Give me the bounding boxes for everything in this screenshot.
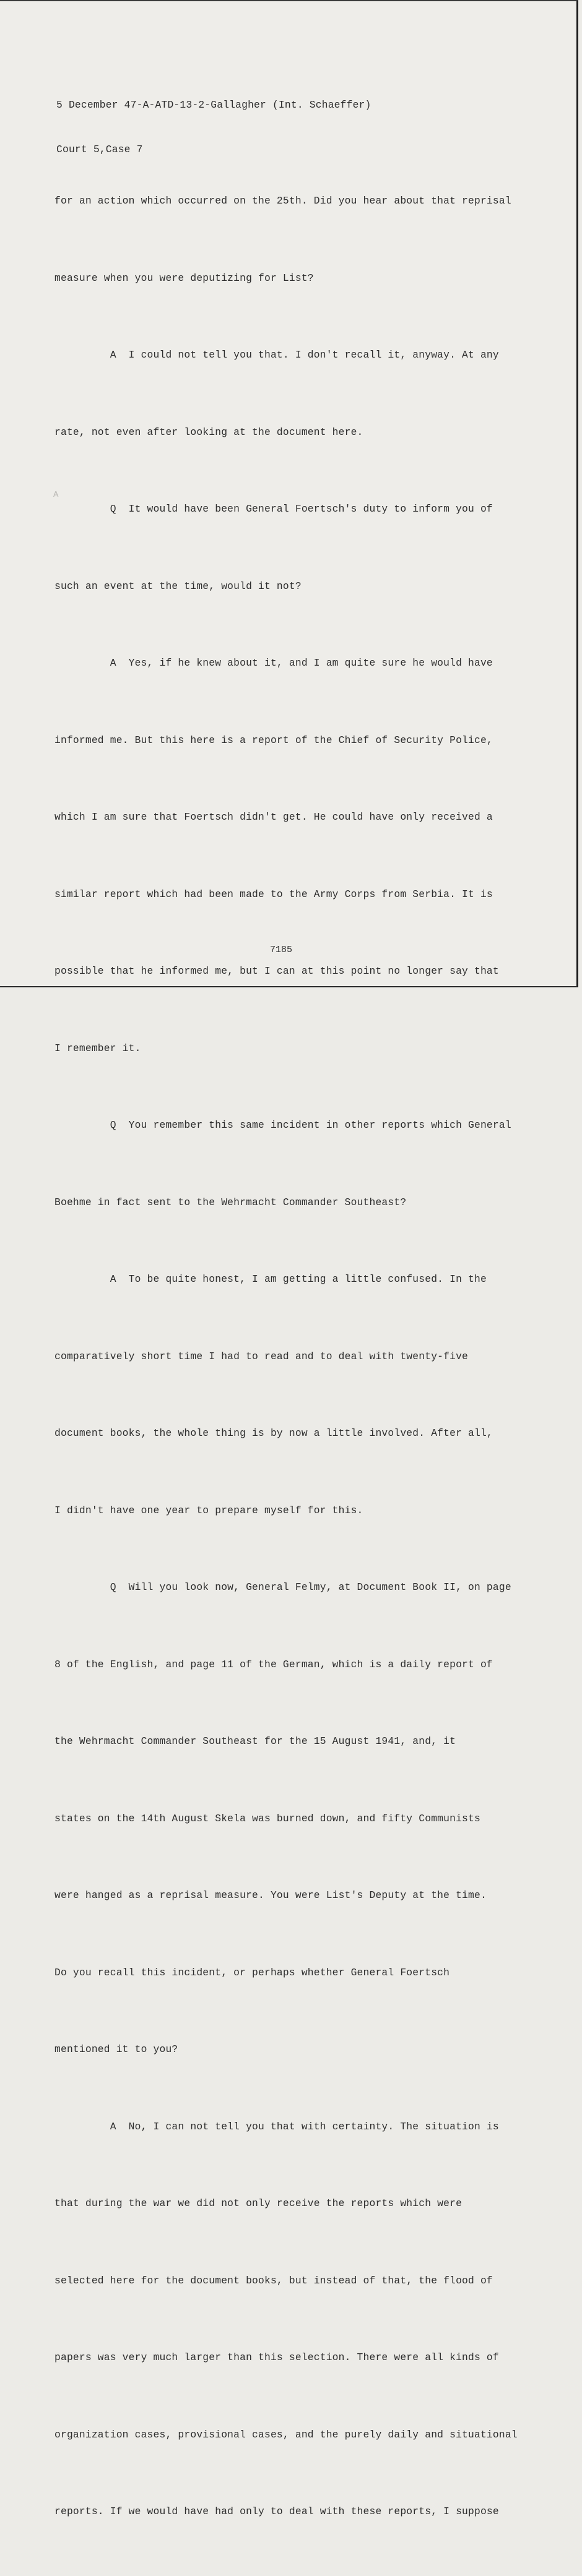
transcript-body — [54, 137, 518, 2576]
text-line: the Wehrmacht Commander Southeast for the 15 August 1941, and, it — [54, 1735, 456, 1747]
header-court-line: Court 5,Case 7 — [56, 144, 143, 155]
text-line: papers was very much larger than this selection. There were all kinds of — [54, 2351, 499, 2363]
text-line: states on the 14th August Skela was burned down, and fifty Communists — [54, 1812, 480, 1824]
text-line: reports. If we would have had only to deal with these reports, I suppose — [54, 2505, 499, 2517]
text-line: were hanged as a reprisal measure. You were List's Deputy at the time. — [54, 1889, 487, 1901]
text-line: I remember it. — [54, 1042, 141, 1054]
text-line: I didn't have one year to prepare myself for this. — [54, 1504, 363, 1516]
text-line: Do you recall this incident, or perhaps whether General Foertsch — [54, 1966, 450, 1978]
text-line: mentioned it to you? — [54, 2043, 178, 2055]
text-line: such an event at the time, would it not? — [54, 580, 302, 592]
text-line: A I could not tell you that. I don't recall it, anyway. At any — [54, 349, 499, 361]
text-line: A To be quite honest, I am getting a little confused. In the — [54, 1273, 487, 1285]
text-line: Q Will you look now, General Felmy, at Document Book II, on page — [54, 1581, 511, 1593]
text-line: document books, the whole thing is by now a little involved. After all, — [54, 1427, 493, 1439]
header-date-line: 5 December 47-A-ATD-13-2-Gallagher (Int. Schaeffer) — [56, 99, 371, 111]
text-line: 8 of the English, and page 11 of the German, which is a daily report of — [54, 1658, 493, 1670]
text-line: A No, I can not tell you that with certainty. The situation is — [54, 2120, 499, 2132]
text-line: measure when you were deputizing for List? — [54, 272, 314, 284]
text-line: Q You remember this same incident in other reports which General — [54, 1119, 511, 1131]
text-line: Q It would have been General Foertsch's duty to inform you of — [54, 503, 493, 515]
page-number: 7185 — [270, 945, 293, 955]
text-line: informed me. But this here is a report of the Chief of Security Police, — [54, 734, 493, 746]
margin-mark: A — [53, 490, 59, 500]
text-line: selected here for the document books, but instead of that, the flood of — [54, 2274, 493, 2286]
text-line: similar report which had been made to the Army Corps from Serbia. It is — [54, 888, 493, 900]
text-line: that during the war we did not only receive the reports which were — [54, 2197, 463, 2209]
text-line: possible that he informed me, but I can at this point no longer say that — [54, 965, 499, 977]
text-line: Boehme in fact sent to the Wehrmacht Commander Southeast? — [54, 1196, 407, 1208]
text-line: rate, not even after looking at the document here. — [54, 426, 363, 438]
text-line: which I am sure that Foertsch didn't get. He could have only received a — [54, 811, 493, 823]
text-line: comparatively short time I had to read and to deal with twenty-five — [54, 1350, 469, 1362]
text-line: for an action which occurred on the 25th. Did you hear about that reprisal — [54, 195, 511, 207]
text-line: A Yes, if he knew about it, and I am quite sure he would have — [54, 657, 493, 669]
text-line: organization cases, provisional cases, and the purely daily and situational — [54, 2428, 518, 2441]
